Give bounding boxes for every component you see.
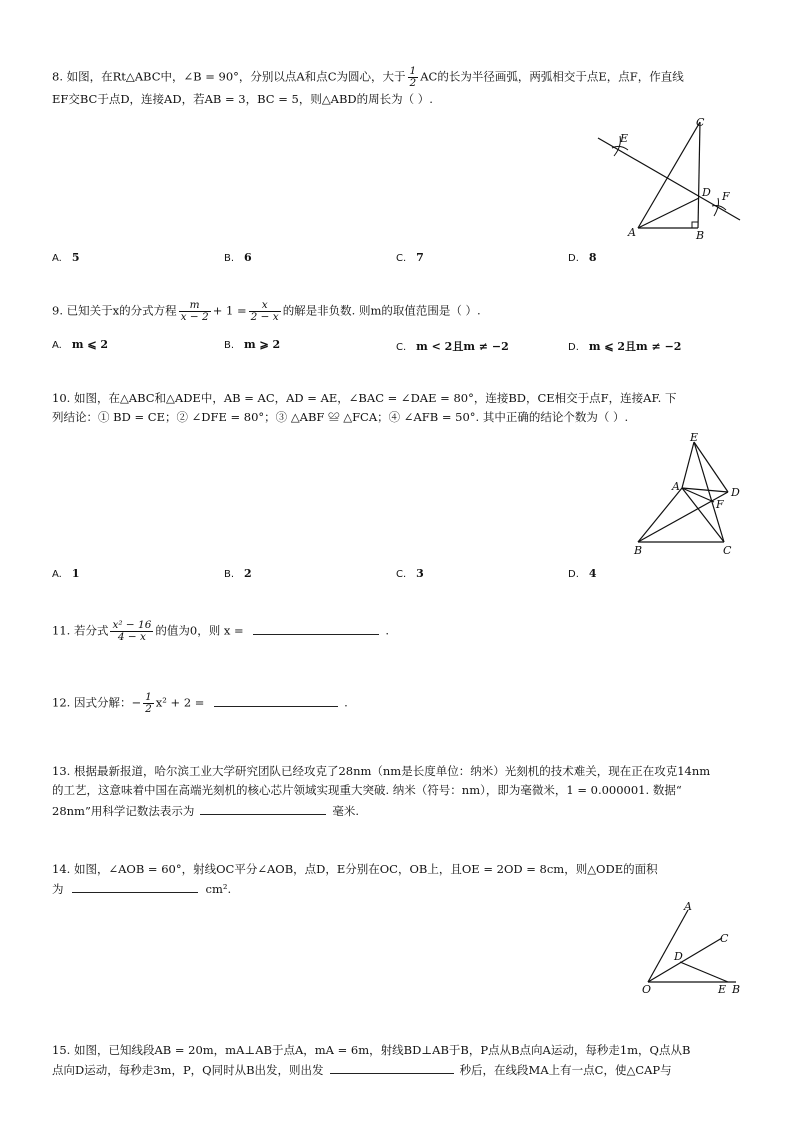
q10-line1: 10. 如图，在△ABC和△ADE中，AB = AC，AD = AE，∠BAC = ∠DAE = 80°，连接BD，CE相交于点F，连接AF. 下 — [52, 391, 677, 405]
q12-line: 12. 因式分解：− $\frac{1}{2}$ x² + 2 = . — [52, 691, 348, 715]
q10-option-d[interactable]: D. 4 — [568, 567, 597, 580]
q15-answer-blank[interactable] — [330, 1061, 454, 1074]
q11-fraction: $\frac{\text{x² − 16}}{4 - x}$ — [112, 619, 152, 643]
q10-line2: 列结论：① BD = CE；② ∠DFE = 80°；③ △ABF ≌ △FCA；④ ∠AFB = 50°. 其中正确的结论个数为（ ）. — [52, 410, 629, 424]
q10-option-c[interactable]: C. 3 — [396, 567, 424, 580]
q14-label-d: D — [674, 950, 683, 963]
q13-line1: 13. 根据最新报道，哈尔滨工业大学研究团队已经攻克了28nm（nm是长度单位：纳米）光刻机的技术难关，现在正在攻克14nm — [52, 764, 711, 778]
q8-option-b[interactable]: B. 6 — [224, 251, 252, 264]
q9-option-a[interactable]: A. m ⩽ 2 — [52, 338, 109, 351]
q10-option-b[interactable]: B. 2 — [224, 567, 252, 580]
q14-label-e: E — [718, 983, 727, 996]
q13-answer-blank[interactable] — [200, 802, 326, 815]
q14-figure — [636, 900, 746, 996]
q9-fraction-1: $\frac{m}{x - 2}$ — [180, 299, 209, 323]
q8-label-c: C — [696, 116, 705, 129]
q12-fraction: $\frac{1}{2}$ — [145, 691, 152, 715]
q10-label-a: A — [672, 480, 680, 493]
q15-line2: 点向D运动，每秒走3m，P，Q同时从B出发，则出发 秒后，在线段MA上有一点C，使△CAP与 — [52, 1063, 672, 1077]
q12-answer-blank[interactable] — [214, 694, 338, 707]
q14-line1: 14. 如图，∠AOB = 60°，射线OC平分∠AOB，点D，E分别在OC，OB上，且OE = 2OD = 8cm，则△ODE的面积 — [52, 862, 658, 876]
q8-option-a[interactable]: A. 5 — [52, 251, 80, 264]
q14-label-a: A — [684, 900, 692, 913]
q14-line2: 为 cm². — [52, 882, 232, 896]
q10-option-a[interactable]: A. 1 — [52, 567, 80, 580]
q8-figure — [590, 112, 750, 242]
q9-option-c[interactable]: C. m < 2且m ≠ −2 — [396, 340, 509, 353]
q14-label-b: B — [732, 983, 741, 996]
q15-line1: 15. 如图，已知线段AB = 20m，mA⊥AB于点A，mA = 6m，射线BD⊥AB于B，P点从B点向A运动，每秒走1m，Q点从B — [52, 1043, 691, 1057]
q13-line2: 的工艺，这意味着中国在高端光刻机的核心芯片领域实现重大突破. 纳米（符号：nm），即为毫微米，1 = 0.000001. 数据“ — [52, 783, 682, 797]
q8-label-a: A — [628, 226, 636, 239]
q14-answer-blank[interactable] — [72, 880, 198, 893]
q14-label-o: O — [642, 983, 652, 996]
q9-line: 9. 已知关于x的分式方程 $\frac{m}{x - 2}$ + 1 = $\frac{x}{2 - x}$ 的解是非负数. 则m的取值范围是（ ）. — [52, 299, 481, 323]
q9-option-b[interactable]: B. m ⩾ 2 — [224, 338, 281, 351]
q14-label-c: C — [720, 932, 729, 945]
q8-label-d: D — [702, 186, 711, 199]
q8-line1: 8. 如图，在Rt△ABC中，∠B = 90°，分别以点A和点C为圆心，大于 $\frac{1}{2}$ AC的长为半径画弧，两弧相交于点E，点F，作直线 — [52, 65, 684, 89]
q8-label-f: F — [722, 190, 730, 203]
q9-option-d[interactable]: D. m ⩽ 2且m ≠ −2 — [568, 340, 682, 353]
q8-fraction: $\frac{1}{2}$ — [409, 65, 417, 89]
q10-label-c: C — [723, 544, 732, 556]
q9-fraction-2: $\frac{x}{2 - x}$ — [250, 299, 279, 323]
q13-line3: 28nm”用科学记数法表示为 毫米. — [52, 804, 359, 818]
q8-option-d[interactable]: D. 8 — [568, 251, 597, 264]
q10-label-f: F — [716, 498, 724, 511]
q8-label-e: E — [620, 132, 629, 145]
q10-label-e: E — [690, 432, 699, 444]
q10-figure — [628, 432, 748, 556]
q11-line: 11. 若分式 $\frac{\text{x² − 16}}{4 - x}$ 的值为0，则 x = . — [52, 619, 389, 643]
q10-label-d: D — [731, 486, 740, 499]
q11-answer-blank[interactable] — [253, 622, 379, 635]
q10-label-b: B — [634, 544, 643, 556]
q8-label-b: B — [696, 229, 705, 242]
q8-line2: EF交BC于点D，连接AD，若AB = 3，BC = 5，则△ABD的周长为（ ）. — [52, 92, 433, 106]
q8-option-c[interactable]: C. 7 — [396, 251, 424, 264]
